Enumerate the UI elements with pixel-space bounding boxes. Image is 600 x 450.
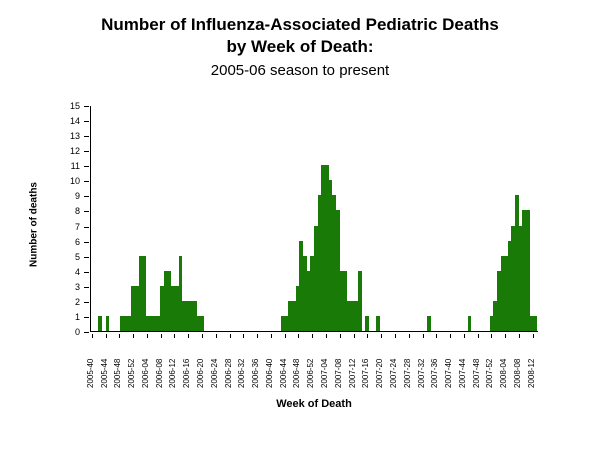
- x-axis-tick-label: 2006-08: [154, 358, 164, 388]
- x-axis-tick-mark: [423, 334, 424, 338]
- x-axis-tick-label: 2005-44: [99, 358, 109, 388]
- x-axis-tick-mark: [533, 334, 534, 338]
- x-axis-tick-label: 2007-28: [402, 358, 412, 388]
- x-axis-tick-mark: [436, 334, 437, 338]
- x-axis-tick-mark: [92, 334, 93, 338]
- x-axis-tick-label: 2005-48: [113, 358, 123, 388]
- y-axis-tick-label: 15: [69, 101, 80, 111]
- chart-title-line-2: by Week of Death:: [226, 37, 374, 56]
- x-axis-tick-label: 2007-40: [444, 358, 454, 388]
- x-axis-tick-mark: [202, 334, 203, 338]
- x-axis-tick-mark: [478, 334, 479, 338]
- chart-title-line-1: Number of Influenza-Associated Pediatric Deaths: [101, 15, 499, 34]
- x-axis-tick-label: 2006-36: [251, 358, 261, 388]
- x-axis-tick-mark: [243, 334, 244, 338]
- y-axis-tick-mark: [84, 151, 89, 152]
- y-axis-tick-label: 13: [69, 131, 80, 142]
- y-axis-tick-label: 6: [74, 236, 80, 247]
- x-axis-tick-mark: [106, 334, 107, 338]
- x-axis-tick-label: 2007-16: [361, 358, 371, 388]
- x-axis-tick-label: 2007-36: [430, 358, 440, 388]
- x-axis-tick-label: 2007-52: [485, 358, 495, 388]
- x-axis-tick-label: 2007-48: [471, 358, 481, 388]
- y-axis-tick-label: 10: [69, 176, 80, 187]
- x-axis-tick-mark: [340, 334, 341, 338]
- y-axis-tick-label: 0: [74, 327, 80, 337]
- x-axis-tick-label: 2008-08: [513, 358, 523, 388]
- plot-area: [90, 106, 538, 332]
- x-axis-tick-mark: [174, 334, 175, 338]
- x-axis-tick-label: 2007-32: [416, 358, 426, 388]
- y-axis-tick-mark: [84, 227, 89, 228]
- x-axis-tick-label: 2007-20: [375, 358, 385, 388]
- y-axis-tick-label: 1: [74, 311, 80, 322]
- x-axis-tick-mark: [230, 334, 231, 338]
- y-axis-tick-label: 5: [74, 251, 80, 262]
- x-axis-tick-labels: [85, 334, 538, 394]
- x-axis-tick-mark: [354, 334, 355, 338]
- x-axis-tick-label: 2006-40: [264, 358, 274, 388]
- y-axis-tick-mark: [84, 272, 89, 273]
- x-axis-tick-label: 2006-04: [140, 358, 150, 388]
- x-axis-tick-label: 2006-52: [306, 358, 316, 388]
- x-axis-tick-label: 2006-20: [196, 358, 205, 388]
- y-axis-tick-mark: [84, 181, 89, 182]
- x-axis-tick-mark: [257, 334, 258, 338]
- x-axis-tick-mark: [409, 334, 410, 338]
- x-axis-tick-label: 2006-24: [209, 358, 219, 388]
- x-axis-tick-label: 2007-44: [457, 358, 467, 388]
- x-axis-tick-label: 2006-44: [278, 358, 288, 388]
- x-axis-tick-label: 2007-12: [347, 358, 357, 388]
- y-axis-tick-mark: [84, 332, 89, 333]
- y-axis-tick-label: 12: [69, 146, 80, 157]
- x-axis-tick-mark: [491, 334, 492, 338]
- y-axis-tick-label: 11: [70, 161, 80, 172]
- y-axis-tick-label: 3: [74, 281, 80, 292]
- y-axis-tick-mark: [84, 196, 89, 197]
- x-axis-tick-label: 2005-40: [85, 358, 95, 388]
- y-axis-tick-mark: [84, 121, 89, 122]
- y-axis-tick-mark: [84, 317, 89, 318]
- y-axis-title: Number of deaths: [28, 182, 40, 268]
- x-axis-tick-mark: [367, 334, 368, 338]
- y-axis-tick-mark: [84, 302, 89, 303]
- y-axis-tick-label: 2: [74, 296, 80, 307]
- x-axis-tick-mark: [395, 334, 396, 338]
- y-axis-tick-labels: [56, 101, 86, 337]
- x-axis-tick-label: 2006-28: [223, 358, 233, 388]
- bar-slot: [533, 106, 537, 331]
- x-axis-tick-mark: [119, 334, 120, 338]
- bar-series: [91, 106, 538, 331]
- x-axis-tick-label: 2007-04: [320, 358, 330, 388]
- x-axis-tick-mark: [519, 334, 520, 338]
- x-axis-tick-label: 2007-24: [388, 358, 398, 388]
- x-axis-tick-mark: [271, 334, 272, 338]
- y-axis-tick-mark: [84, 242, 89, 243]
- bar: [533, 316, 537, 331]
- x-axis-tick-label: 2008-04: [499, 358, 509, 388]
- chart-title-line-3: 2005-06 season to present: [210, 62, 390, 79]
- y-axis-tick-mark: [84, 106, 89, 107]
- chart-title: [0, 14, 600, 82]
- x-axis-tick-mark: [216, 334, 217, 338]
- y-axis-tick-label: 4: [74, 266, 80, 277]
- x-axis-tick-mark: [147, 334, 148, 338]
- x-axis-tick-mark: [312, 334, 313, 338]
- x-axis-tick-mark: [326, 334, 327, 338]
- x-axis-tick-label: 2006-12: [168, 358, 178, 388]
- y-axis-tick-mark: [84, 136, 89, 137]
- y-axis-tick-label: 8: [74, 206, 80, 217]
- y-axis-tick-label: 14: [69, 116, 80, 127]
- y-axis-tick-label: 7: [74, 221, 80, 232]
- x-axis-tick-label: 2006-32: [237, 358, 247, 388]
- x-axis-tick-mark: [188, 334, 189, 338]
- x-axis-tick-mark: [133, 334, 134, 338]
- x-axis-tick-mark: [298, 334, 299, 338]
- y-axis-tick-mark: [84, 257, 89, 258]
- y-axis-tick-mark: [84, 211, 89, 212]
- x-axis-tick-mark: [285, 334, 286, 338]
- x-axis-tick-mark: [450, 334, 451, 338]
- x-axis-tick-label: 2006-48: [292, 358, 302, 388]
- x-axis-tick-label: 2007-08: [333, 358, 343, 388]
- y-axis-tick-label: 9: [74, 191, 80, 202]
- x-axis-tick-mark: [381, 334, 382, 338]
- x-axis-tick-mark: [464, 334, 465, 338]
- x-axis-title: Week of Death: [276, 398, 352, 410]
- x-axis-tick-mark: [505, 334, 506, 338]
- x-axis-tick-mark: [161, 334, 162, 338]
- y-axis-tick-mark: [84, 166, 89, 167]
- y-axis-tick-mark: [84, 287, 89, 288]
- x-axis-tick-label: 2008-12: [526, 358, 536, 388]
- x-axis-tick-label: 2005-52: [127, 358, 137, 388]
- x-axis-tick-label: 2006-16: [182, 358, 192, 388]
